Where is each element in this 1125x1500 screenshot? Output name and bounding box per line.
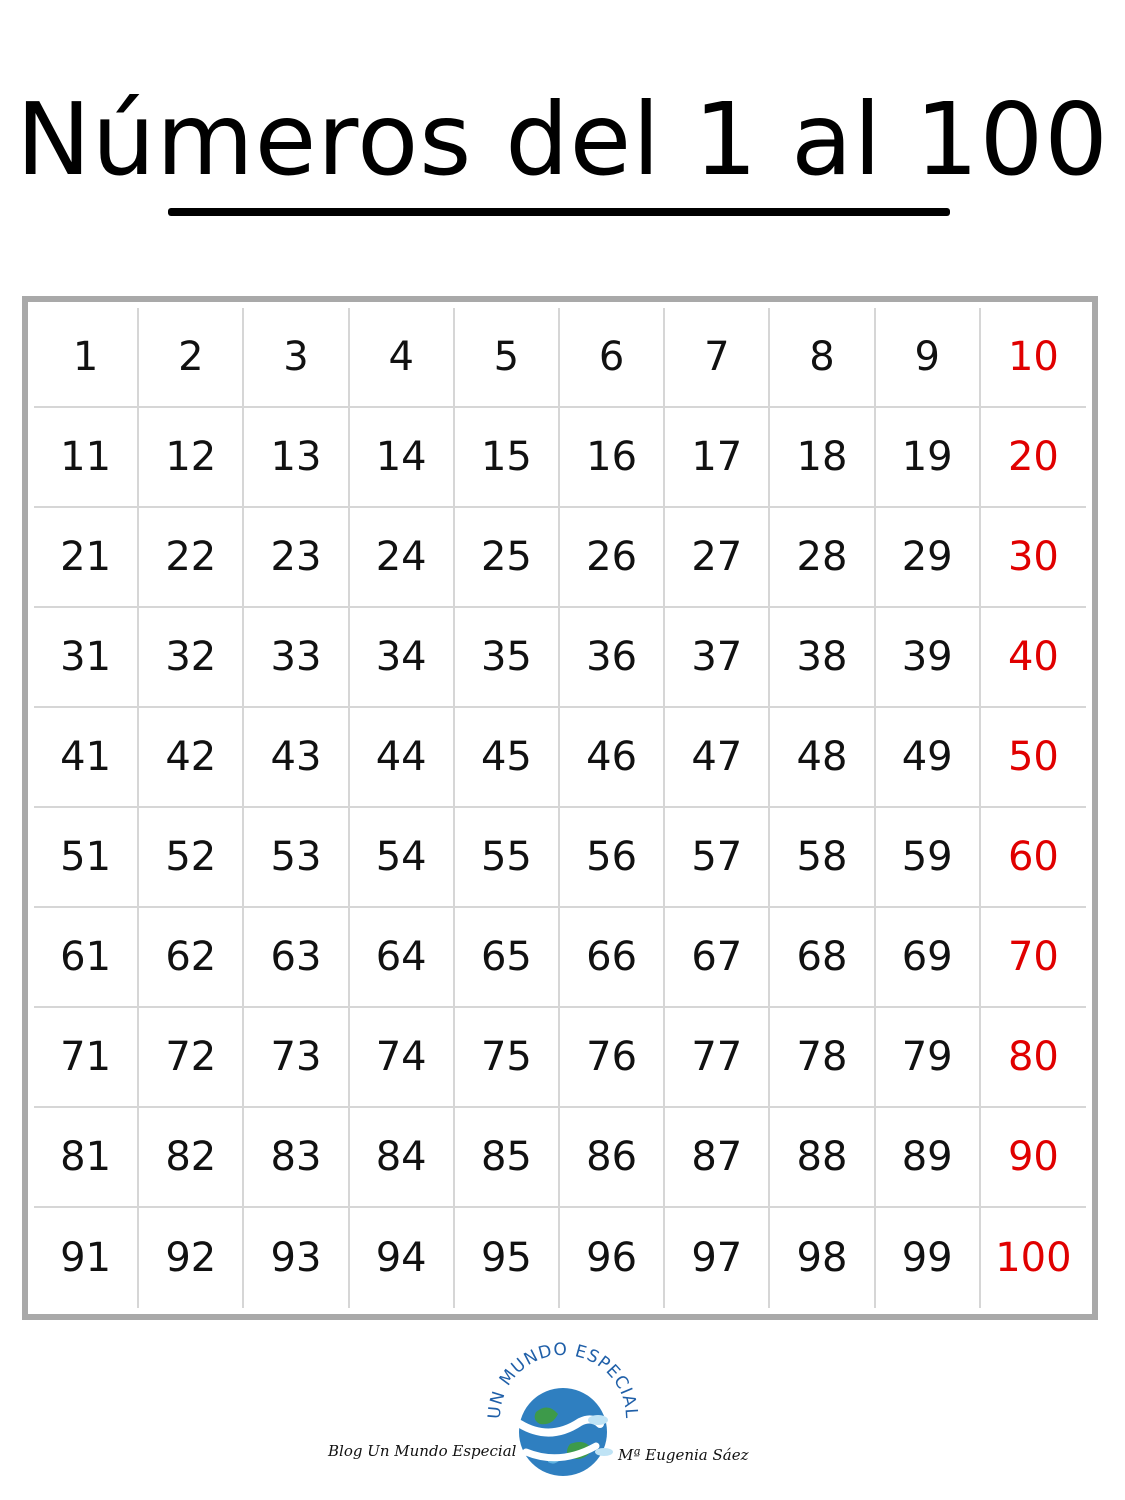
grid-cell: 58 <box>770 808 875 908</box>
grid-cell: 85 <box>455 1108 560 1208</box>
grid-cell: 82 <box>139 1108 244 1208</box>
grid-cell: 1 <box>34 308 139 408</box>
grid-cell: 14 <box>350 408 455 508</box>
grid-cell: 81 <box>34 1108 139 1208</box>
grid-cell: 94 <box>350 1208 455 1308</box>
grid-cell: 72 <box>139 1008 244 1108</box>
grid-cell: 8 <box>770 308 875 408</box>
grid-cell-tens: 60 <box>981 808 1086 908</box>
grid-cell: 9 <box>876 308 981 408</box>
grid-cell-tens: 30 <box>981 508 1086 608</box>
grid-cell: 98 <box>770 1208 875 1308</box>
grid-cell: 67 <box>665 908 770 1008</box>
grid-cell: 64 <box>350 908 455 1008</box>
grid-cell: 5 <box>455 308 560 408</box>
grid-cell: 24 <box>350 508 455 608</box>
grid-cell: 22 <box>139 508 244 608</box>
grid-cell: 11 <box>34 408 139 508</box>
grid-cell: 79 <box>876 1008 981 1108</box>
grid-cell: 76 <box>560 1008 665 1108</box>
grid-cell: 26 <box>560 508 665 608</box>
grid-cell: 53 <box>244 808 349 908</box>
grid-cell: 84 <box>350 1108 455 1208</box>
grid-cell: 21 <box>34 508 139 608</box>
grid-cell-tens: 50 <box>981 708 1086 808</box>
grid-cell: 55 <box>455 808 560 908</box>
grid-cell: 43 <box>244 708 349 808</box>
grid-cell: 75 <box>455 1008 560 1108</box>
grid-cell: 19 <box>876 408 981 508</box>
grid-cell: 77 <box>665 1008 770 1108</box>
grid-cell: 16 <box>560 408 665 508</box>
grid-cell: 71 <box>34 1008 139 1108</box>
author-credit: Mª Eugenia Sáez <box>618 1446 749 1464</box>
logo-text: UN MUNDO ESPECIAL <box>484 1340 642 1420</box>
grid-cell: 42 <box>139 708 244 808</box>
grid-cell: 45 <box>455 708 560 808</box>
grid-cell: 47 <box>665 708 770 808</box>
grid-cell-tens: 10 <box>981 308 1086 408</box>
grid-cell: 36 <box>560 608 665 708</box>
grid-cell: 6 <box>560 308 665 408</box>
grid-cell: 38 <box>770 608 875 708</box>
grid-cell: 13 <box>244 408 349 508</box>
grid-cell: 51 <box>34 808 139 908</box>
grid-cell: 25 <box>455 508 560 608</box>
grid-cell: 35 <box>455 608 560 708</box>
grid-cell: 93 <box>244 1208 349 1308</box>
grid-cell: 62 <box>139 908 244 1008</box>
grid-cell: 33 <box>244 608 349 708</box>
grid-cell: 63 <box>244 908 349 1008</box>
grid-cell: 95 <box>455 1208 560 1308</box>
grid-cell: 37 <box>665 608 770 708</box>
grid-cell: 59 <box>876 808 981 908</box>
grid-cell: 57 <box>665 808 770 908</box>
grid-cell: 15 <box>455 408 560 508</box>
grid-cell: 92 <box>139 1208 244 1308</box>
grid-cell: 96 <box>560 1208 665 1308</box>
grid-cell: 28 <box>770 508 875 608</box>
number-grid <box>34 308 1086 1308</box>
grid-cell: 4 <box>350 308 455 408</box>
grid-cell: 66 <box>560 908 665 1008</box>
grid-cell: 99 <box>876 1208 981 1308</box>
grid-cell: 83 <box>244 1108 349 1208</box>
grid-cell-tens: 80 <box>981 1008 1086 1108</box>
grid-cell-tens: 70 <box>981 908 1086 1008</box>
grid-cell: 23 <box>244 508 349 608</box>
grid-cell-tens: 40 <box>981 608 1086 708</box>
grid-cell: 97 <box>665 1208 770 1308</box>
grid-cell: 44 <box>350 708 455 808</box>
grid-cell: 89 <box>876 1108 981 1208</box>
grid-cell: 46 <box>560 708 665 808</box>
grid-cell: 18 <box>770 408 875 508</box>
cloud-icon <box>588 1415 608 1425</box>
grid-cell: 2 <box>139 308 244 408</box>
grid-cell: 48 <box>770 708 875 808</box>
grid-cell: 31 <box>34 608 139 708</box>
grid-cell: 7 <box>665 308 770 408</box>
grid-cell-tens: 20 <box>981 408 1086 508</box>
grid-cell: 88 <box>770 1108 875 1208</box>
grid-cell: 12 <box>139 408 244 508</box>
grid-cell: 91 <box>34 1208 139 1308</box>
grid-cell: 69 <box>876 908 981 1008</box>
grid-cell: 3 <box>244 308 349 408</box>
grid-cell: 68 <box>770 908 875 1008</box>
grid-cell: 78 <box>770 1008 875 1108</box>
number-grid-frame <box>22 296 1098 1320</box>
page-title: Números del 1 al 100 <box>16 81 1109 198</box>
grid-cell: 61 <box>34 908 139 1008</box>
grid-cell: 56 <box>560 808 665 908</box>
grid-cell: 74 <box>350 1008 455 1108</box>
grid-cell-tens: 90 <box>981 1108 1086 1208</box>
grid-cell: 65 <box>455 908 560 1008</box>
grid-cell: 52 <box>139 808 244 908</box>
grid-cell: 17 <box>665 408 770 508</box>
grid-cell: 54 <box>350 808 455 908</box>
grid-cell: 87 <box>665 1108 770 1208</box>
grid-cell: 32 <box>139 608 244 708</box>
grid-cell-tens: 100 <box>995 1235 1072 1281</box>
grid-cell: 27 <box>665 508 770 608</box>
grid-cell: 86 <box>560 1108 665 1208</box>
grid-cell: 39 <box>876 608 981 708</box>
grid-cell: 73 <box>244 1008 349 1108</box>
grid-cell: 41 <box>34 708 139 808</box>
title-underline <box>168 208 950 216</box>
grid-cell: 29 <box>876 508 981 608</box>
grid-cell: 34 <box>350 608 455 708</box>
grid-cell: 49 <box>876 708 981 808</box>
blog-credit: Blog Un Mundo Especial <box>328 1442 517 1460</box>
